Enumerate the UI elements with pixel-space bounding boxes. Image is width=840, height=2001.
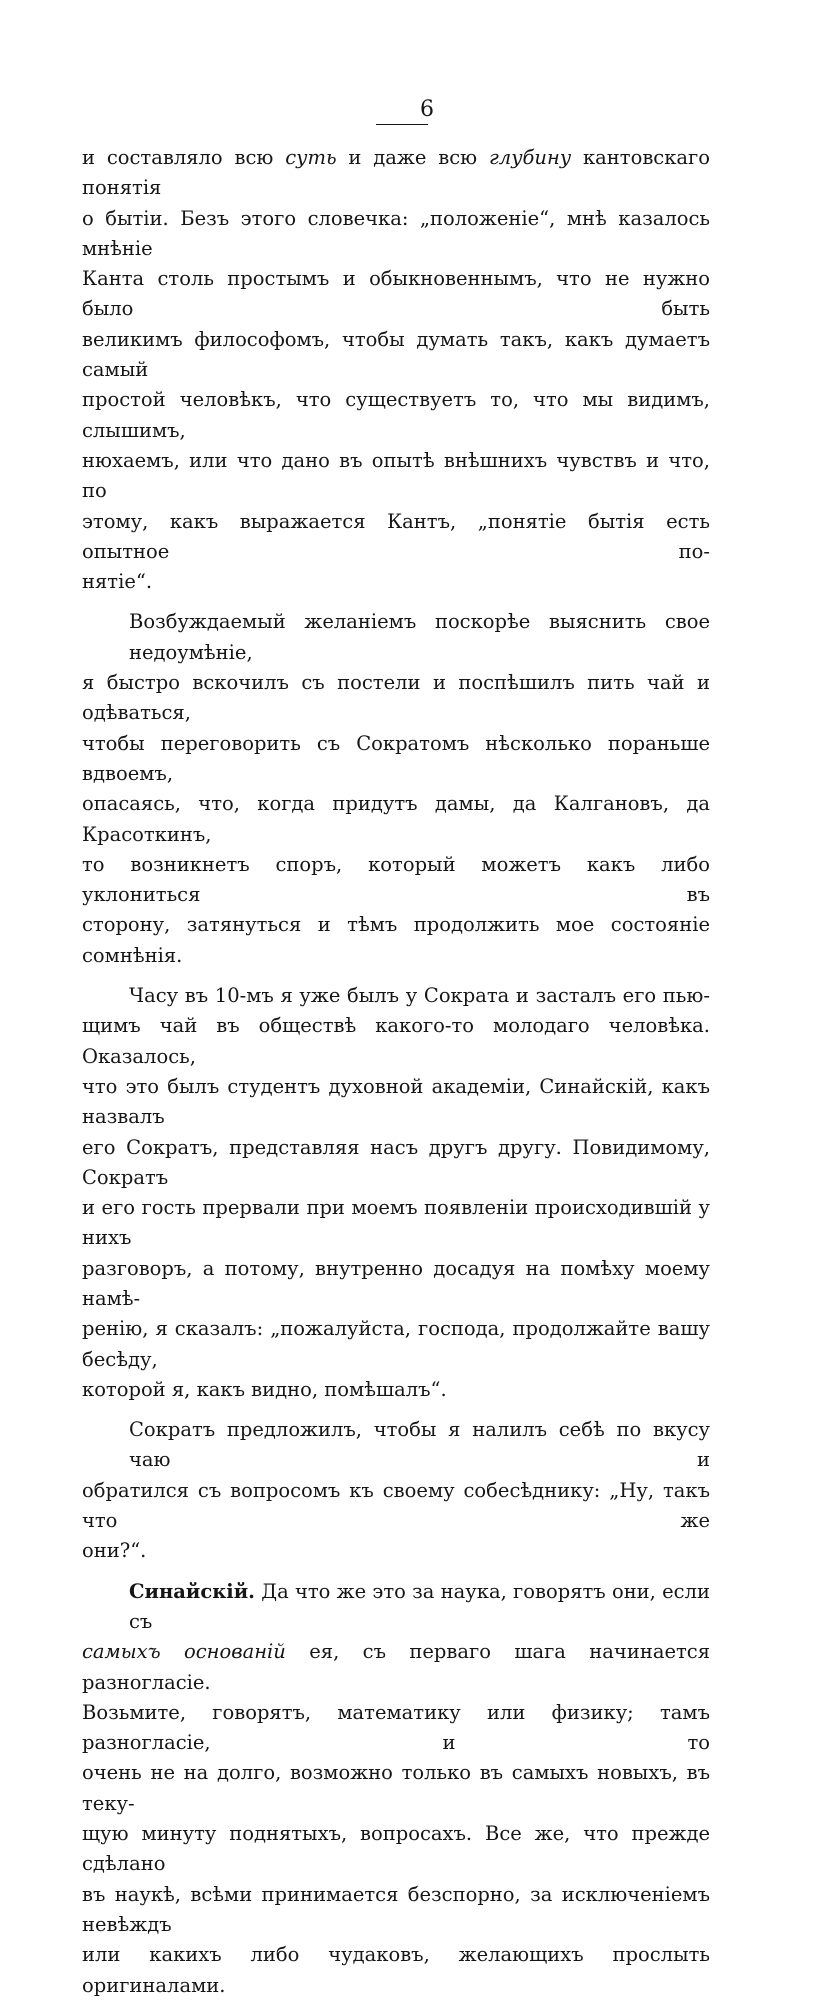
text-line: я быстро вскочилъ съ постели и поспѣшилъ пить чай и одѣваться,: [82, 671, 710, 725]
text-line: великимъ философомъ, чтобы думать такъ, какъ думаетъ самый: [82, 327, 710, 382]
text-line: его Сократъ, представляя насъ другъ другу. Повидимому, Сократъ: [82, 1135, 710, 1189]
text-line: очень не на долго, возможно только въ самыхъ новыхъ, въ теку-: [82, 1761, 710, 1815]
text-line: Сократъ предложилъ, чтобы я налилъ себѣ по вкусу чаю и: [129, 1418, 710, 1472]
text-line: чтобы переговорить съ Сократомъ нѣсколько пораньше вдвоемъ,: [82, 731, 710, 785]
text-line: въ наукѣ, всѣми принимается безспорно, за исключеніемъ невѣждъ: [82, 1882, 710, 1936]
emphasis-italic: суть: [285, 146, 337, 169]
text-line: о бытіи. Безъ этого словечка: „положеніе“, мнѣ казалось мнѣніе: [82, 206, 710, 260]
text-line: нятіе“.: [82, 570, 153, 594]
page-body: [82, 143, 710, 2001]
text-line: этому, какъ выражается Кантъ, „понятіе бытія есть опытное по-: [82, 509, 710, 563]
text-line: Возьмите, говорятъ, математику или физику; тамъ разногласіе, и то: [82, 1700, 710, 1755]
text-line: самыхъ основаній ея, съ перваго шага начинается разногласіе.: [82, 1640, 710, 1694]
text-line: Синайскій. Да что же это за наука, говорятъ они, если съ: [129, 1579, 710, 1633]
page-number-rule: [376, 124, 428, 125]
text-line: сторону, затянуться и тѣмъ продолжить мое состояніе сомнѣнія.: [82, 913, 710, 967]
text-line: ренію, я сказалъ: „пожалуйста, господа, продолжайте вашу бесѣду,: [82, 1317, 710, 1371]
text-line: и составляло всю суть и даже всю глубину кантовскаго понятія: [82, 146, 710, 200]
text-line: простой человѣкъ, что существуетъ то, что мы видимъ, слышимъ,: [82, 388, 710, 442]
text-line: Часу въ 10-мъ я уже былъ у Сократа и засталъ его пью-: [129, 984, 710, 1008]
text-line: опасаясь, что, когда придутъ дамы, да Калгановъ, да Красоткинъ,: [82, 792, 710, 846]
paragraph-4: [82, 1415, 710, 1566]
emphasis-italic: самыхъ основаній: [82, 1640, 286, 1664]
text-line: обратился съ вопросомъ къ своему собесѣднику: „Ну, такъ что же: [82, 1478, 710, 1533]
emphasis-italic: глубину: [488, 146, 572, 169]
paragraph-5-dialogue: [82, 1577, 710, 2001]
paragraph-3: [82, 981, 710, 1405]
text-line: нюхаемъ, или что дано въ опытѣ внѣшнихъ чувствъ и что, по: [82, 448, 710, 503]
text-line: или какихъ либо чудаковъ, желающихъ прослыть оригиналами.: [82, 1943, 710, 1997]
page-number: 6: [420, 97, 434, 122]
speaker-name: Синайскій.: [129, 1579, 255, 1603]
paragraph-1: [82, 143, 710, 597]
text-line: щую минуту поднятыхъ, вопросахъ. Все же, что прежде сдѣлано: [82, 1822, 710, 1876]
text-line: и его гость прервали при моемъ появленіи происходившій у нихъ: [82, 1196, 710, 1250]
text-line: они?“.: [82, 1539, 147, 1563]
text-line: которой я, какъ видно, помѣшалъ“.: [82, 1377, 447, 1401]
text-line: что это былъ студентъ духовной академіи, Синайскій, какъ назвалъ: [82, 1074, 710, 1129]
text-line: Канта столь простымъ и обыкновеннымъ, что не нужно было быть: [82, 267, 710, 321]
text-line: разговоръ, а потому, внутренно досадуя на помѣху моему намѣ-: [82, 1256, 710, 1310]
paragraph-2: [82, 607, 710, 971]
text-line: то возникнетъ споръ, который можетъ какъ либо уклониться въ: [82, 852, 710, 907]
text-line: Возбуждаемый желаніемъ поскорѣе выяснить свое недоумѣніе,: [129, 610, 710, 664]
text-line: щимъ чай въ обществѣ какого-то молодаго человѣка. Оказалось,: [82, 1014, 710, 1068]
